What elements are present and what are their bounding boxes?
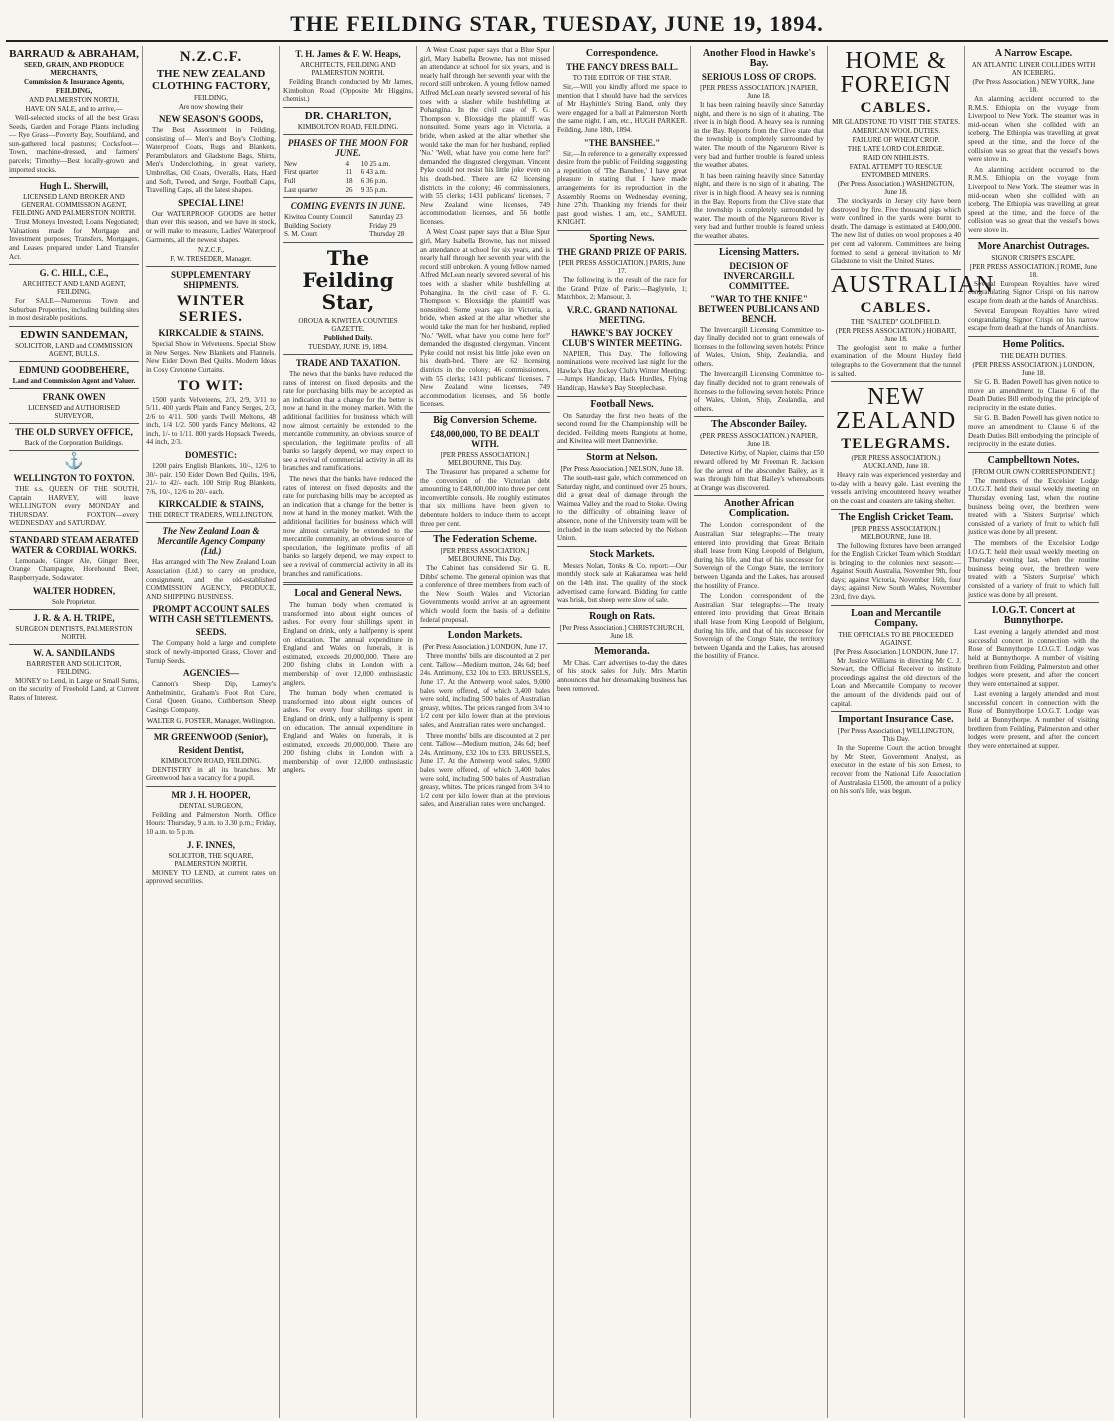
article-body: NAPIER, This Day. The following nominations were received last night for the Hawke's Bay Jockey Club's Winter Meeting:—Jumps Handicap, Hack Hurdles, Flying Handicap, Hawke's Bay Steeplechase. (557, 349, 687, 393)
article-subheading: RAID ON NIHILISTS. (863, 154, 929, 162)
article-body: The following fixtures have been arranged for the English Cricket Team which Stoddart is bringing to the colonies next season:—Against South Australia, November 9th, four days; against Victoria, November 16th, four days; against New South Wales, November 23rd, five days. (831, 541, 961, 602)
article-body: Sir G. B. Baden Powell has given notice to move an amendment to Clause 6 of the Death Duties Bill embodying the principle of reciprocity in the estate duties. (968, 378, 1099, 412)
moon-table (283, 160, 413, 194)
article-subheading: V.R.C. GRAND NATIONAL MEETING. (566, 304, 678, 325)
article-subheading: "THE BANSHEE." (583, 137, 661, 148)
article-body: The Cabinet has considered Sir G. R. Dibbs' scheme. The general opinion was that a conference of three members from each of the New South Wales and Victorian Governments would arrive at an agreement which would form the basis of a definite federal proposal. (420, 564, 550, 624)
article-subheading: THE OFFICIALS TO BE PROCEEDED AGAINST. (838, 630, 954, 647)
divider (283, 582, 413, 585)
ad-body: Special Show in Velveteens. Special Show in New Serges. New Blankets and Flannels. New Eider Down Bed Quilts. Modern Ideas in Cosy Cretonne Curtains. (146, 340, 276, 374)
newspaper-logo: The Feilding Star, (302, 245, 394, 314)
article-body: The Treasurer has prepared a scheme for the conversion of the Victorian debt amounting to £48,000,000 into three per cent inconvertible consols. He roughly estimates that six millions have been given to debenture holders to induce them to accept three per cent. (420, 467, 550, 528)
ad-body: Feilding Branch conducted by Mr James, Kimbolton Road (Opposite Mr Higgins, chemist.) (283, 78, 413, 104)
ad-subheading: ARCHITECT AND LAND AGENT, FEILDING. (22, 280, 126, 297)
article-subheading: THE GRAND PRIZE OF PARIS. (557, 246, 687, 257)
dateline: [PER PRESS ASSOCIATION.] MELBOURNE, This Day. (440, 450, 530, 467)
divider (420, 412, 550, 413)
table-row: Last quarter 26 9 35 p.m. (284, 185, 388, 194)
ad-heading: W. A. SANDILANDS (33, 647, 115, 658)
ad-body: Feilding and Palmerston North. Office Hours: Thursday, 9 a.m. to 3.30 p.m.; Friday, 10 a.m. to 5 p.m. (146, 810, 276, 836)
article-subheading: THE LATE LORD COLERIDGE. (847, 145, 945, 153)
dateline: [PER PRESS ASSOCIATION.] MELBOURNE, June 18. (851, 524, 941, 541)
ad-heading: WALTER HODREN, (32, 585, 116, 596)
article-body: The news that the banks have reduced the rates of interest on fixed deposits and the rate for purchasing bills may be accepted as an indication that a change for the better is now at hand in the money market. With the additional facilities for business which will now almost certainly be extended to the mercantile community, an obvious source of speculation, the legitimate profits of all banks so largely depend, we may expect to see a revival of commercial activity in all its branches and ramifications. (283, 369, 413, 473)
dateline: [PER PRESS ASSOCIATION.] NAPIER, June 18. (700, 84, 818, 100)
ad-subheading: Are now showing their (178, 103, 244, 111)
divider (146, 266, 276, 267)
ad-heading: PROMPT ACCOUNT SALES WITH CASH SETTLEMENTS. (148, 604, 274, 625)
article-body: Three months' bills are discounted at 2 per cent. Tallow—Medium mutton, 24s 6d; beef 24s. Antimony, £32 10s to £33. BRUSSELS, June 17. At the Antwerp wool sales, 9,000 bales were offered, of which 3,400 bales were sold, including 500 bales of Australian greasy, whites. The prices ranged from 3/4 to 1/2 cent per kilo lower than at the previous sales, and Australian rates were unchanged. (420, 652, 550, 729)
article-body: The following is the result of the race for the Grand Prize of Paris:—Baglytele, 1; Matchbox, 2; Mansour, 3. (557, 275, 687, 302)
table-row: Kiwitea County Council Saturday 23 (284, 213, 403, 222)
article-subheading: THE FANCY DRESS BALL. (565, 62, 679, 72)
divider (694, 244, 824, 245)
column-8 (965, 46, 1102, 1418)
article-body: The south-east gale, which commenced on Saturday night, and continued over 25 hours, did a great deal of damage through the Waimea Valley and the road to Stoke. Owing to the difficulty of obtaining leave of absence, none of the University team will be included in the team selected by the Nelson Union. (557, 474, 687, 543)
ad-body: THE s.s. QUEEN OF THE SOUTH, Captain HARVEY, will leave WELLINGTON every MONDAY and THURSDAY. FOXTON—every WEDNESDAY and SATURDAY. (9, 484, 139, 528)
article-heading: Stock Markets. (589, 548, 655, 560)
ad-heading: STANDARD STEAM AERATED WATER & CORDIAL WORKS. (9, 534, 139, 555)
ad-subheading: FEILDING, (193, 94, 229, 102)
article-body: The Invercargill Licensing Committee to-day finally decided not to grant renewals of licenses to the following seven hotels: Prince of Wales, Union, Ship, Zealandia, and others. (694, 370, 824, 413)
ad-heading: THE OLD SURVEY OFFICE, (15, 426, 133, 437)
ad-body: Lemonade, Ginger Ale, Ginger Beer, Orange Champagne, Horehound Beer, Raspberryade, Sodawater. (9, 556, 139, 583)
ad-heading: NEW SEASON'S GOODS, (158, 114, 264, 124)
ad-body: For SALE—Numerous Town and Suburban Properties, including building sites in most desirable positions. (9, 297, 139, 323)
ad-heading: N.Z.C.F. (179, 49, 243, 65)
ad-subheading: SOLICITOR, LAND and COMMISSION AGENT, BULLS. (15, 341, 133, 358)
events-table (283, 213, 413, 239)
ad-body: Well-selected stocks of all the best Grass Seeds, Garden and Forage Plants including— Rye Grass—Poverty Bay, Southland, and sun-gathered local pastures; Cocksfoot—Town, machine-dressed, and farmers' parcels; Timothy—Best locally-grown and imported stocks. (9, 114, 139, 174)
ad-heading: WINTER SERIES. (176, 293, 246, 326)
ad-subheading: LICENSED and AUTHORISED SURVEYOR, (28, 403, 120, 420)
divider (9, 644, 139, 645)
article-subheading: "WAR TO THE KNIFE" BETWEEN PUBLICANS AND BENCH. (698, 293, 820, 324)
ad-subheading: ARCHITECTS, FEILDING AND PALMERSTON NORTH. (300, 61, 396, 77)
column-1 (6, 46, 143, 1418)
divider (694, 495, 824, 496)
ad-heading: FRANK OWEN (42, 391, 106, 402)
table-row: S. M. Court Thursday 28 (284, 230, 405, 239)
article-subheading: THE "SALTED" GOLDFIELD. (850, 317, 942, 326)
article-body: The human body when cremated is transformed into about eight ounces of ashes. For every four shillings spent in England on drink, only a halfpenny is spent on education. The annual expenditure in England and Wales on funerals, it is estimated, exceeds 20,000,000. There are 200 fishing clubs in London with a membership of over 12,000 enthusiastic anglers. (283, 689, 413, 775)
divider (283, 354, 413, 355)
article-body: In the Supreme Court the action brought by Mr Steer, Government Analyst, as executor in the estate of his son Ernest, to recover from the National Life Association of Australasia £1500, the amount of a policy on his son's life, was begun. (831, 744, 961, 796)
article-subheading: THE DEATH DUTIES. (1000, 352, 1067, 361)
ad-subheading: F. W. TRESEDER, Manager. (170, 255, 252, 264)
article-subheading: AN ATLANTIC LINER COLLIDES WITH AN ICEBERG. (971, 61, 1096, 77)
dateline: [PER PRESS ASSOCIATION.] PARIS, June 17. (558, 258, 686, 275)
ad-subheading: THE DIRECT TRADERS, WELLINGTON. (148, 511, 274, 520)
divider (283, 197, 413, 198)
ad-heading: SUPPLEMENTARY SHIPMENTS. (170, 270, 252, 291)
ad-subheading: Sole Proprietor. (52, 597, 96, 606)
table-row: Full 18 6 36 p.m. (284, 176, 388, 185)
ad-subheading: Published Daily. (323, 333, 373, 342)
divider (420, 627, 550, 628)
divider (968, 336, 1099, 337)
article-body: The human body when cremated is transformed into about eight ounces of ashes. For every four shillings spent in England on drink, only a halfpenny is spent on education. The annual expenditure in England and Wales on funerals, it is estimated, exceeds 20,000,000. There are 200 fishing clubs in London with a membership of over 12,000 enthusiastic anglers. (283, 601, 413, 687)
ad-subheading: Land and Commission Agent and Valuer. (12, 376, 136, 385)
ad-heading: EDMUND GOODBEHERE, (18, 364, 129, 375)
divider (831, 605, 961, 606)
divider (146, 786, 276, 787)
divider (694, 416, 824, 417)
article-body: On Saturday the first two heats of the second round for the Championship will be decided. Feilding meets Rangiotu at home, and Kiwitea will meet Dannevirke. (557, 411, 687, 446)
column-7 (828, 46, 995, 1418)
article-body: The London correspondent of the Australian Star telegraphs:—The treaty entered into providing that Great Britain shall lease from King Leopold of Belgium, during his life, and that of his successor for Sovereign of the Congo State, the territory between Uganda and the Lakes, has aroused the hostility of France. (694, 521, 824, 590)
article-body: Detective Kirby, of Napier, claims that £50 reward offered by Mr Freeman R. Jackson for the arrest of the absconder Bailey, as it was through him that Bailey's whereabouts at Orange was discovered. (694, 449, 824, 492)
ad-body: Our WATERPROOF GOODS are better than ever this season, and we have in stock, or will make to measure, Ladies' Waterproof Garments, all the newest shapes. (146, 209, 276, 244)
article-body: A West Coast paper says that a Blue Spur girl, Mary Isabella Browne, has not missed an attendance at school for six years, and is nearly half through her seventh year with the record still unbroken. A young fellow named Alfred McLean nearly severed several of his toes with a slasher while bushfelling at Pohangina. In the civil case of F. G. Thompson v. Bloxsidge the plaintiff was nonsuited. Some years ago in Victoria, a bride, when asked at the altar whether she would take the man for her husband, replied 'No.' 'Well, what have you come here for?' demanded the disgusted clergyman. Vincent Pyke could not resist his little joke even on his death-bed. There are 62 licensing districts in the colony; 46 commissioners, with 55 clerks; 1431 publicans' licenses, 7 New Zealand wine licenses, 749 accommodation licenses, and 56 bottle licenses. (420, 46, 550, 226)
article-body: Last evening a largely attended and most successful concert in connection with the Rose of Bunnythorpe I.O.G.T. Lodge was held at Bunnythorpe. A number of visiting brethren from Feilding, Palmerston and other lodges were present, and after the concert they were entertained at supper. (968, 690, 1099, 750)
dateline: (Per Press Association.) NEW YORK, June 18. (972, 78, 1095, 94)
ad-heading: Hugh L. Sherwill, (39, 181, 109, 192)
article-heading: I.O.G.T. Concert at Bunnythorpe. (991, 605, 1076, 627)
article-body: The London correspondent of the Australian Star telegraphs:—The treaty entered into providing that Great Britain shall lease from King Leopold of Belgium, during his life, and that of his successor for Sovereign of the Congo State, the territory between Uganda and the Lakes, has aroused the hostility of France. (694, 592, 824, 661)
article-body: Last evening a largely attended and most successful concert in connection with the Rose of Bunnythorpe I.O.G.T. Lodge was held at Bunnythorpe. A number of visiting brethren from Feilding, Palmerston and other lodges were present, and after the concert they were entertained at supper. (968, 628, 1099, 688)
ad-heading: WELLINGTON TO FOXTON. (13, 472, 135, 483)
divider (146, 522, 276, 523)
issue-date: TUESDAY, JUNE 19, 1894. (308, 342, 388, 351)
section-heading: CABLES. (860, 299, 932, 316)
article-body: An alarming accident occurred to the R.M.S. Ethiopia on the voyage from Liverpool to New York. The steamer was in mid-ocean when she collided with an iceberg. The Ethiopia was travelling at great speed at the time, and the force of the collision was so great that the vessel's bows were stove in. (968, 95, 1099, 164)
ad-subheading: SEED, GRAIN, AND PRODUCE MERCHANTS, (24, 61, 124, 77)
ad-heading: J. F. INNES, (187, 839, 235, 850)
divider (283, 107, 413, 108)
divider (968, 602, 1099, 603)
article-heading: Sporting News. (589, 232, 655, 244)
article-body: A West Coast paper says that a Blue Spur girl, Mary Isabella Browne, has not missed an attendance at school for six years, and is nearly half through her seventh year with the record still unbroken. A young fellow named Alfred McLean nearly severed several of his toes with a slasher while bushfelling at Pohangina. In the civil case of F. G. Thompson v. Bloxsidge the plaintiff was nonsuited. Some years ago in Victoria, a bride, when asked at the altar whether she would take the man for her husband, replied 'No.' 'Well, what have you come here for?' demanded the disgusted clergyman. Vincent Pyke could not resist his little joke even on his death-bed. There are 62 licensing districts in the colony; 46 commissioners, with 55 clerks; 1431 publicans' licenses, 7 New Zealand wine licenses, 749 accommodation licenses, and 56 bottle licenses. (420, 228, 550, 409)
article-body: Sir,—Will you kindly afford me space to mention that I should have had the services of Mr Hayhittle's String Band, only they were engaged for a ball at Palmerston North the same night. I am, etc., HUGH PARKER. Feilding, June 18th, 1894. (557, 83, 687, 134)
divider (9, 450, 139, 451)
ad-subheading: HAVE ON SALE, and to arrive,— (25, 105, 123, 113)
ad-heading: DR. CHARLTON, (304, 109, 392, 122)
ad-subheading: FEILDING, (55, 87, 93, 95)
ad-subheading: AND PALMERSTON NORTH, (28, 96, 119, 104)
dateline: (PER PRESS ASSOCIATION.) AUCKLAND, June 18. (851, 454, 941, 471)
ad-body: 1500 yards Velveteens, 2/3, 2/9, 3/11 to 5/11. 400 yards Plain and Fancy Serges, 2/3, 2/6 to 4/11. 500 yards Twill Meltons, 48 inch, 1/4 1/2. 500 yards Fancy Meltons, 42 inch, 1/- to 1/11. 800 yards Hopsack Tweeds, 44 inch, 2/3. (146, 395, 276, 447)
article-heading: Another Flood in Hawke's Bay. (702, 48, 816, 69)
dateline: TO THE EDITOR OF THE STAR. (572, 74, 672, 82)
article-body: Sir,—In reference to a generally expressed desire from the public of Feilding suggesting a repetition of 'The Banshee,' I have great pleasure in stating that I have made arrangements for its reproduction in the Assembly Rooms on Wednesday evening, June 27th. Thanking my friends for their past good wishes. I am, etc., SAMUEL KNIGHT. (557, 149, 687, 227)
article-body: It has been raining heavily since Saturday night, and there is no sign of it abating. The river is in high flood. A heavy sea is running in the Bay. Reports from the Clive state that the township is completely surrounded by water. The mouth of the Ngaruroro River is very bad and further trouble is feared unless the weather abates. (694, 171, 824, 240)
ad-subheading: KIMBOLTON ROAD, FEILDING. (160, 756, 262, 765)
article-heading: Campbelltown Notes. (987, 454, 1080, 466)
article-body: The members of the Excelsior Lodge I.O.G.T. held their usual weekly meeting on Thursday evening last, when the routine business being over, the brethren were treated with a 'Sisters Surprise' which consisted of a variety of fruit to which full justice was done by all present. (968, 476, 1099, 537)
steamship-icon: ⚓ (64, 452, 84, 470)
article-body: The members of the Excelsior Lodge I.O.G.T. held their usual weekly meeting on Thursday evening last, when the routine business being over, the brethren were treated with a 'Sisters Surprise' which consisted of a variety of fruit to which full justice was done by all present. (968, 538, 1099, 599)
ad-heading: SPECIAL LINE! (178, 197, 244, 208)
dateline: (PER PRESS ASSOCIATION.) HOBART, June 18. (835, 326, 957, 343)
article-subheading: DECISION OF INVERCARGILL COMMITTEE. (723, 260, 795, 291)
article-body: Heavy rain was experienced yesterday and to-day with a heavy gale. Last evening the vessels arriving encountered heavy weather on the coast and coasters are taking shelter. (831, 471, 961, 505)
divider (831, 381, 961, 382)
article-heading: The English Cricket Team. (838, 511, 954, 523)
table-row: New 4 10 25 a.m. (284, 159, 391, 168)
divider (557, 396, 687, 397)
ad-heading: Resident Dentist, (178, 744, 244, 755)
ad-body: DENTISTRY in all its branches. Mr Greenwood has a vacancy for a pupil. (146, 765, 276, 783)
divider (557, 449, 687, 450)
article-heading: Important Insurance Case. (838, 714, 954, 726)
article-subheading: £48,000,000, TO BE DEALT WITH. (430, 428, 540, 449)
dateline: (PER PRESS ASSOCIATION.) NAPIER, June 18. (700, 432, 818, 449)
article-heading: Big Conversion Scheme. (433, 414, 537, 426)
article-body: Messrs Nolan, Tonks & Co. report:—Our monthly stock sale at Kakaramea was held on the 14th inst. The quality of the stock advertised came forward. Bidding for cattle was brisk, but sheep were slow of sale. (557, 561, 687, 605)
article-subheading: MR GLADSTONE TO VISIT THE STATES. (832, 118, 960, 126)
ad-subheading: LICENSED LAND BROKER AND GENERAL COMMISSION AGENT, FEILDING AND PALMERSTON NORTH. (12, 193, 136, 218)
divider (968, 238, 1099, 239)
divider (9, 609, 139, 610)
article-heading: Another African Complication. (723, 498, 795, 520)
article-heading: Licensing Matters. (719, 246, 799, 258)
dateline: [PER PRESS ASSOCIATION.] MELBOURNE, This Day. (440, 547, 530, 564)
ad-heading: DOMESTIC: (184, 450, 237, 461)
article-subheading: SIGNOR CRISPI'S ESCAPE. (991, 253, 1076, 262)
column-3 (280, 46, 417, 1418)
article-body: Mr Justice Williams in directing Mr C. J. Stewart, the Official Receiver to institute proceedings against the old directors of the Loan and Mercantile Company to recover the amount of the dividends paid out of capital. (831, 656, 961, 708)
column-2 (143, 46, 280, 1418)
ad-subheading: OROUA & KIWITEA COUNTIES GAZETTE. (298, 316, 398, 333)
article-heading: Home Politics. (1002, 339, 1065, 351)
article-body: It has been raining heavily since Saturday night, and there is no sign of it abating. The river is in high flood. A heavy sea is running in the Bay. Reports from the Clive state that the township is completely surrounded by water. The mouth of the Ngaruroro River is very bad and further trouble is feared unless the weather abates. (694, 101, 824, 170)
ad-heading: T. H. James & F. W. Heaps, (295, 49, 401, 59)
article-heading: Storm at Nelson. (586, 452, 658, 464)
ad-subheading: Commission & Insurance Agents, (24, 78, 124, 86)
dateline: [FROM OUR OWN CORRESPONDENT.] (972, 467, 1095, 476)
ad-heading: The New Zealand Loan & Mercantile Agency Company (Ltd.) (157, 526, 265, 557)
section-heading: CABLES. (860, 100, 932, 116)
divider (557, 546, 687, 547)
dateline: [Per Press Association.] LONDON, June 17. (833, 647, 959, 656)
events-heading: COMING EVENTS IN JUNE. (290, 201, 406, 212)
divider (831, 711, 961, 712)
divider (420, 531, 550, 532)
ad-heading: J. R. & A. H. TRIPE, (33, 612, 115, 623)
article-body: Mr Chas. Carr advertises to-day the dates of his stock sales for July. Mrs Martin announces that her dressmaking business has been removed. (557, 658, 687, 693)
article-subheading: SERIOUS LOSS OF CROPS. (701, 72, 817, 82)
article-heading: A Narrow Escape. (994, 48, 1073, 59)
column-4 (417, 46, 554, 1418)
article-heading: Correspondence. (585, 48, 659, 59)
ad-heading: BARRAUD & ABRAHAM, (9, 48, 139, 60)
ad-body: Has arranged with The New Zealand Loan Association (Ltd.) to carry on produce, consignment, and the old-established COMMISSION AGENCY, PRODUCE, AND SHIPPING BUSINESS. (146, 558, 276, 601)
columns (6, 46, 1108, 1418)
divider (9, 264, 139, 265)
article-heading: London Markets. (447, 630, 523, 642)
ad-body: MONEY TO LEND, at current rates on approved securities. (146, 868, 276, 886)
ad-subheading: SOLICITOR, THE SQUARE, PALMERSTON NORTH. (168, 851, 254, 868)
article-body: The news that the banks have reduced the rates of interest on fixed deposits and the rate for purchasing bills may be accepted as an indication that a change for the better is now at hand in the money market. With the additional facilities for business which will now almost certainly be extended to the mercantile community, an obvious source of speculation, the legitimate profits of all banks so largely depend, we may expect to see a revival of commercial activity in all its branches and ramifications. (283, 475, 413, 578)
divider (557, 230, 687, 231)
divider (283, 242, 413, 243)
divider (968, 452, 1099, 453)
article-heading: The Federation Scheme. (433, 534, 537, 546)
divider (9, 177, 139, 178)
ad-heading: KIRKCALDIE & STAINS. (158, 328, 264, 339)
article-subheading: HAWKE'S BAY JOCKEY CLUB'S WINTER MEETING. (561, 327, 683, 348)
dateline: [Per Press Association.] CHRISTCHURCH, June 18. (559, 623, 685, 640)
ad-heading: EDWIN SANDEMAN, (20, 328, 128, 341)
section-heading: TELEGRAMS. (841, 436, 951, 453)
ad-body: MONEY to Lend, in Large or Small Sums, on the security of Freehold Land, at Current Rates of Interest. (9, 676, 139, 702)
ad-heading: SEEDS. (195, 627, 227, 638)
ad-body: Trust Moneys Invested; Loans Negotiated; Valuations made for Mortgage and Investment purposes; Transfers, Mortgages, and Leases prepared under Land Transfer Act. (9, 218, 139, 261)
article-heading: TRADE AND TAXATION. (295, 357, 401, 368)
divider (9, 423, 139, 424)
article-subheading: FAILURE OF WHEAT CROP. (852, 136, 940, 144)
ad-subheading: WALTER G. FOSTER, Manager, Wellington. (146, 716, 276, 725)
divider (557, 608, 687, 609)
dateline: (Per Press Association.) LONDON, June 17. (422, 643, 548, 652)
article-body: Several European Royalties have wired congratulating Signor Crispi on his narrow escape from death at the hands of Anarchists. (968, 279, 1099, 305)
ad-subheading: KIMBOLTON ROAD, FEILDING. (297, 122, 399, 131)
ad-heading: AGENCIES— (182, 668, 239, 679)
ad-heading: MR GREENWOOD (Senior), (153, 731, 269, 742)
ad-subheading: SURGEON DENTISTS, PALMERSTON NORTH. (15, 624, 133, 641)
divider (9, 326, 139, 327)
ad-body: The Company hold a large and complete stock of newly-imported Grass, Clover and Turnip Seeds. (146, 639, 276, 665)
divider (146, 728, 276, 729)
ad-body: 1200 pairs English Blankets, 10/-, 12/6 to 30/- pair. 150 Eider Down Bed Quilts, 19/6, 21/- to 42/- each. 100 Strip Rug Blankets, 7/6, 10/-, 12/6 to 20/- each. (146, 462, 276, 496)
ad-subheading: BARRISTER AND SOLICITOR, FEILDING. (26, 659, 122, 676)
divider (9, 531, 139, 532)
dateline: (Per Press Association.) WASHINGTON, June 18. (837, 180, 955, 196)
table-row: First quarter 11 6 43 a.m. (284, 168, 387, 177)
section-heading: NEW ZEALAND (835, 384, 957, 435)
article-heading: Football News. (590, 398, 654, 410)
dateline: (PER PRESS ASSOCIATION.) LONDON, June 18. (972, 361, 1095, 378)
ad-subheading: N.Z.C.F., (197, 246, 225, 255)
dateline: [PER PRESS ASSOCIATION.] ROME, June 18. (969, 262, 1098, 279)
ad-heading: MR J. H. HOOPER, (171, 789, 251, 800)
article-heading: Local and General News. (294, 588, 402, 600)
divider (831, 269, 961, 270)
article-body: Several European Royalties have wired congratulating Signor Crispi on his narrow escape from death at the hands of Anarchists. (968, 307, 1099, 333)
article-heading: Memoranda. (594, 645, 650, 657)
article-body: The stockyards in Jersey city have been destroyed by fire. Five thousand pigs which were confined in the yards were burnt to death. The damage is estimated at £400,000. The new list of duties on wool proposes a 40 per cent ad valorem. Committees are being formed to send a general invitation to Mr Gladstone to visit the United States. (831, 197, 961, 266)
ad-heading: THE NEW ZEALAND CLOTHING FACTORY, (152, 68, 270, 92)
column-5 (554, 46, 691, 1418)
article-body: The Invercargill Licensing Committee to-day finally decided not to grant renewals of licenses to the following seven hotels: Prince of Wales, Union, Ship, Zealandia, and others. (694, 325, 824, 368)
divider (557, 643, 687, 644)
table-row: Building Society Friday 29 (284, 221, 397, 230)
article-body: An alarming accident occurred to the R.M.S. Ethiopia on the voyage from Liverpool to New York. The steamer was in mid-ocean when she collided with an iceberg. The Ethiopia was travelling at great speed at the time, and the force of the collision was so great that the vessel's bows were stove in. (968, 165, 1099, 234)
article-body: The geologist sent to make a further examination of the Mount Huxley field telegraphs to the Government that the tunnel is salted. (831, 343, 961, 378)
moon-heading: PHASES OF THE MOON FOR JUNE. (287, 137, 409, 158)
section-heading: AUSTRALIAN (831, 271, 995, 298)
article-heading: Loan and Mercantile Company. (851, 607, 941, 629)
divider (9, 388, 139, 389)
divider (831, 509, 961, 510)
article-heading: More Anarchist Outrages. (977, 240, 1090, 252)
article-heading: Rough on Rats. (589, 610, 655, 622)
divider (283, 134, 413, 135)
ad-subheading: DENTAL SURGEON, (179, 801, 243, 810)
dateline: [Per Press Association.] WELLINGTON, This Day. (837, 727, 955, 744)
article-subheading: FATAL ATTEMPT TO RESCUE ENTOMBED MINERS. (849, 163, 943, 179)
ad-body: Cannon's Sheep Dip, Lamey's Anthelmintic, Graham's Foot Rot Cure, Coral Queen Guano, Cuthbertson Sheep Casings Company. (146, 680, 276, 714)
article-body: Three months' bills are discounted at 2 per cent. Tallow—Medium mutton, 24s 6d; beef 24s. Antimony, £32 10s to £33. BRUSSELS, June 17. At the Antwerp wool sales, 9,000 bales were offered, of which 3,400 bales were sold, including 500 bales of Australian greasy, whites. The prices ranged from 3/4 to 1/2 cent per kilo lower than at the previous sales, and Australian rates were unchanged. (420, 731, 550, 809)
dateline: [Per Press Association.] NELSON, June 18. (560, 465, 684, 474)
ad-heading: TO WIT: (177, 377, 245, 394)
ad-body: The Best Assortment in Feilding, consisting of— Men's and Boy's Clothing, Waterproof Coats, Rugs and Blankets, Perambulators and Gladstone Bags, Shirts, Men's Underclothing, in great variety, Umbrellas, Oil Coats, Overalls, Hats, Hard and Soft, Tweed, and Serge, Football Caps, Travelling Caps, all the latest shapes. (146, 126, 276, 195)
masthead-title: THE FEILDING STAR, TUESDAY, JUNE 19, 1894. (6, 8, 1108, 42)
divider (9, 361, 139, 362)
article-heading: The Absconder Bailey. (711, 419, 807, 431)
ad-subheading: Back of the Corporation Buildings. (24, 438, 124, 447)
column-6 (691, 46, 828, 1418)
ad-heading: G. C. HILL, C.E., (39, 268, 109, 279)
section-heading: HOME & FOREIGN (840, 48, 952, 98)
article-body: Sir G. B. Baden Powell has given notice to move an amendment to Clause 6 of the Death Duties Bill embodying the principle of reciprocity in the estate duties. (968, 414, 1099, 449)
article-subheading: AMERICAN WOOL DUTIES. (851, 127, 941, 135)
ad-heading: KIRKCALDIE & STAINS, (158, 499, 264, 510)
